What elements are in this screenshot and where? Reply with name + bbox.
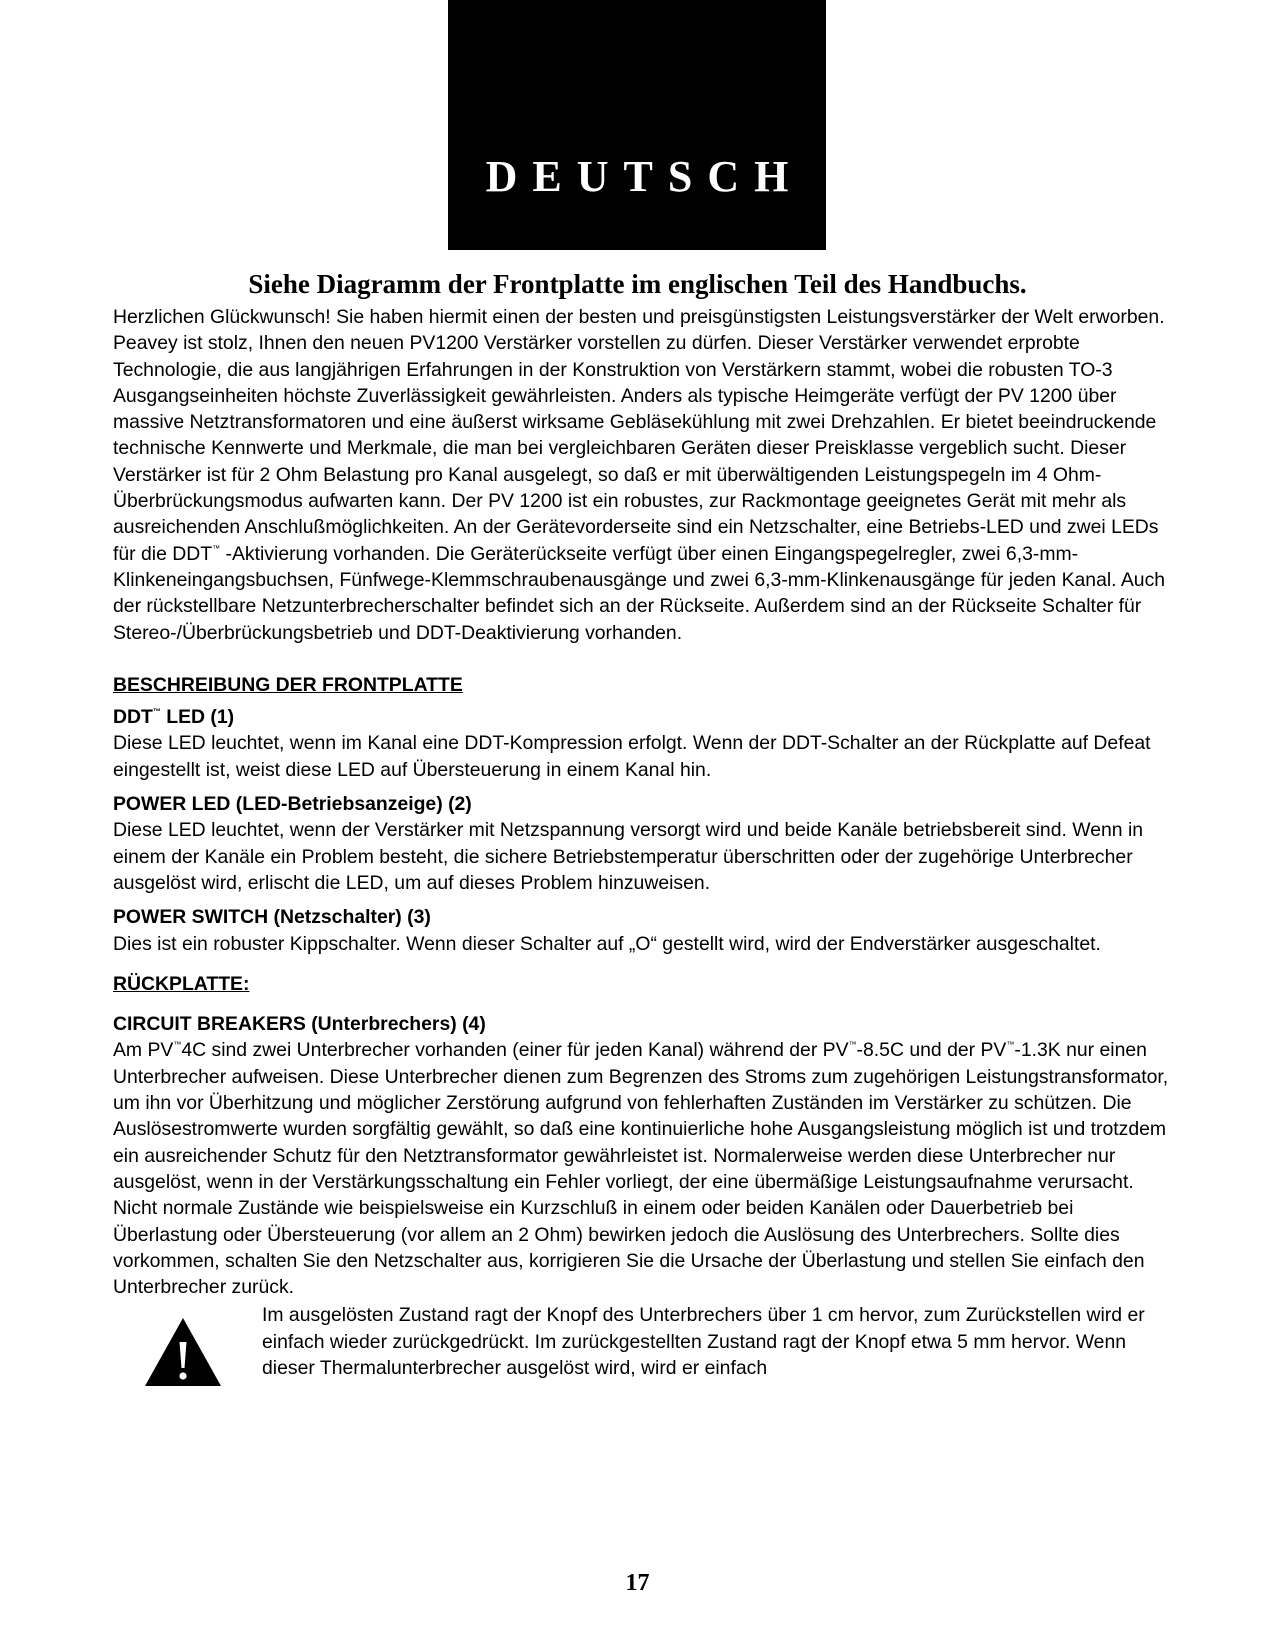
power-switch-heading: POWER SWITCH (Netzschalter) (3)	[113, 906, 431, 929]
warning-note	[113, 1302, 1173, 1388]
front-panel-heading: BESCHREIBUNG DER FRONTPLATTE	[113, 673, 463, 696]
trademark-mark: ™	[1006, 1040, 1015, 1050]
banner-title: DEUTSCH	[485, 152, 804, 201]
power-switch-text: Dies ist ein robuster Kippschalter. Wenn dieser Schalter auf „O“ gestellt wird, wird der Endverstärker ausgeschaltet.	[113, 932, 1101, 955]
page-subtitle: Siehe Diagramm der Frontplatte im englischen Teil des Handbuchs.	[248, 269, 1027, 299]
page-number: 17	[625, 1570, 650, 1596]
trademark-mark: ™	[212, 543, 221, 553]
language-banner	[448, 0, 826, 250]
intro-paragraph: Herzlichen Glückwunsch! Sie haben hiermit einen der besten und preisgünstigsten Leistungsverstärker der Welt erworben. Peavey ist stolz, Ihnen den neuen PV1200 Verstärker vorstellen zu dürfen. Dieser Verstärker verwendet erprobte Technologie, die aus langjährigen Erfahrungen in der Konstruktion von Verstärkern stammt, wobei die robusten TO-3 Ausgangseinheiten höchste Zuverlässigkeit gewährleisten. Anders als typische Heimgeräte verfügt der PV 1200 über massive Netztransformatoren und eine äußerst wirksame Gebläsekühlung mit zwei Drehzahlen. Er bietet beeindruckende technische Kennwerte und Merkmale, die man bei vergleichbaren Geräten dieser Preisklasse vergeblich sucht. Dieser Verstärker ist für 2 Ohm Belastung pro Kanal ausgelegt, so daß er mit überwältigenden Leistungspegeln im 4 Ohm-Überbrückungsmodus aufwarten kann. Der PV 1200 ist ein robustes, zur Rackmontage geeignetes Gerät mit mehr als ausreichenden Anschlußmöglichkeiten. An der Gerätevorderseite sind ein Netzschalter, eine Betriebs-LED und zwei LEDs für die DDT™ -Aktivierung vorhanden. Die Geräterückseite verfügt über einen Eingangspegelregler, zwei 6,3-mm-Klinkeneingangsbuchsen, Fünfwege-Klemmschraubenausgänge und zwei 6,3-mm-Klinkenausgänge für jeden Kanal. Auch der rückstellbare Netzunterbrecherschalter befindet sich an der Rückseite. Außerdem sind an der Rückseite Schalter für Stereo-/Überbrückungsbetrieb und DDT-Deaktivierung vorhanden.	[113, 306, 1166, 644]
power-led-heading: POWER LED (LED-Betriebsanzeige) (2)	[113, 793, 472, 816]
warning-text: Im ausgelösten Zustand ragt der Knopf des Unterbrechers über 1 cm hervor, zum Zurückstellen wird er einfach wieder zurückgedrückt. Im zurückgestellten Zustand ragt der Knopf etwa 5 mm hervor. Wenn dieser Thermalunterbrecher ausgelöst wird, wird er einfach	[262, 1304, 1145, 1379]
rear-panel-heading: RÜCKPLATTE:	[113, 972, 250, 995]
power-led-text: Diese LED leuchtet, wenn der Verstärker mit Netzspannung versorgt wird und beide Kanäle betriebsbereit sind. Wenn in einem der Kanäle ein Problem besteht, die sichere Betriebstemperatur überschritten oder der zugehörige Unterbrecher ausgelöst wird, erlischt die LED, um auf dieses Problem hinzuweisen.	[113, 819, 1144, 894]
warning-triangle-icon	[143, 1316, 223, 1388]
trademark-mark: ™	[173, 1040, 182, 1050]
trademark-mark: ™	[848, 1040, 857, 1050]
circuit-breakers-heading: CIRCUIT BREAKERS (Unterbrechers) (4)	[113, 1013, 486, 1036]
circuit-breakers-text: Am PV™4C sind zwei Unterbrecher vorhanden (einer für jeden Kanal) während der PV™-8.5C und der PV™-1.3K nur einen Unterbrecher aufweisen. Diese Unterbrecher dienen zum Begrenzen des Stroms zum zugehörigen Leistungstransformator, um ihn vor Überhitzung und möglicher Zerstörung aufgrund von fehlerhaften Zuständen im Verstärker zu schützen. Die Auslösestromwerte wurden sorgfältig gewählt, so daß eine kontinuierliche hohe Ausgangsleistung möglich ist und trotzdem ein ausreichender Schutz für den Netztransformator gewährleistet ist. Normalerweise werden diese Unterbrecher nur ausgelöst, wenn in der Verstärkungsschaltung ein Fehler vorliegt, der eine übermäßige Leistungsaufnahme verursacht. Nicht normale Zustände wie beispielsweise ein Kurzschluß in einem oder beiden Kanälen oder Dauerbetrieb bei Überlastung oder Übersteuerung (vor allem an 2 Ohm) bewirken jedoch die Auslösung des Unterbrechers. Sollte dies vorkommen, schalten Sie den Netzschalter aus, korrigieren Sie die Ursache der Überlastung und stellen Sie einfach den Unterbrecher zurück.	[113, 1039, 1169, 1299]
ddt-led-heading: DDT™ LED (1)	[113, 706, 235, 729]
trademark-mark: ™	[152, 707, 161, 717]
document-body	[113, 304, 1173, 1388]
ddt-led-text: Diese LED leuchtet, wenn im Kanal eine DDT-Kompression erfolgt. Wenn der DDT-Schalter an der Rückplatte auf Defeat eingestellt ist, weist diese LED auf Übersteuerung in einem Kanal hin.	[113, 732, 1151, 781]
